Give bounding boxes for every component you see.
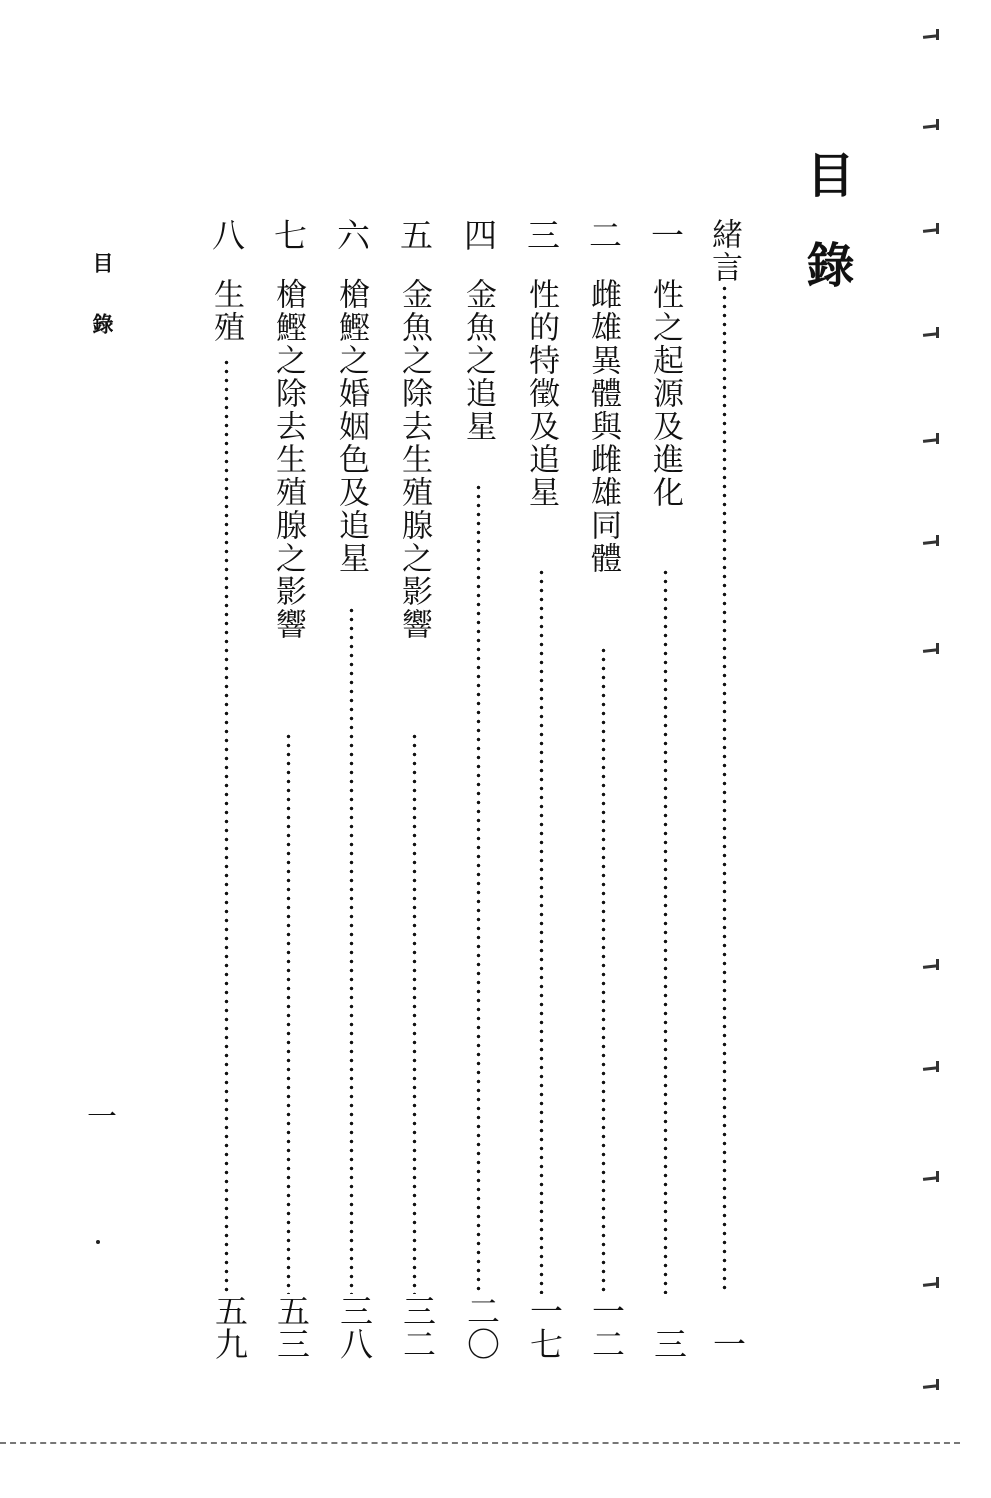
toc-entry — [331, 218, 374, 1360]
toc-leader-dots — [476, 483, 481, 1294]
edge-mark — [921, 32, 943, 40]
edge-mark — [921, 330, 943, 338]
toc-entry-number: 五 — [395, 218, 434, 251]
toc-entry-title: 槍鰹之婚姻色及追星 — [333, 278, 369, 575]
toc-entry-page: 三八 — [335, 1294, 374, 1360]
toc-leader-dots — [539, 568, 544, 1294]
edge-mark — [921, 122, 943, 130]
toc-entry-page: 二〇 — [462, 1294, 501, 1360]
toc-entry-title: 緒言 — [706, 218, 742, 284]
toc-entry-page: 五九 — [210, 1294, 249, 1360]
edge-mark — [921, 1064, 943, 1072]
running-head: 目錄 — [90, 252, 115, 374]
toc-entry-title: 金魚之除去生殖腺之影響 — [396, 278, 432, 641]
toc-entry-title: 性的特徵及追星 — [523, 278, 559, 509]
toc-entry-page: 三二 — [398, 1294, 437, 1360]
toc-entry — [645, 218, 688, 1360]
edge-mark — [921, 962, 943, 970]
toc-entry-title: 槍鰹之除去生殖腺之影響 — [270, 278, 306, 641]
toc-entry-title: 雌雄異體與雌雄同體 — [585, 278, 621, 575]
toc-entry-page: 一二 — [587, 1294, 626, 1360]
toc-entry-number: 三 — [522, 218, 561, 251]
toc-entry — [268, 218, 311, 1360]
toc-entry — [521, 218, 564, 1360]
toc-entry-title: 性之起源及進化 — [647, 278, 683, 509]
toc-entry — [704, 218, 747, 1360]
page-number: 一 — [87, 1100, 117, 1135]
toc-entry-page: 三 — [649, 1327, 688, 1360]
edge-mark — [921, 226, 943, 234]
toc-entry — [206, 218, 249, 1360]
toc-entry-page: 五三 — [272, 1294, 311, 1360]
toc-entry-page: 一七 — [525, 1294, 564, 1360]
toc-entry-title: 金魚之追星 — [460, 278, 496, 443]
toc-entry — [394, 218, 437, 1360]
edge-mark — [921, 538, 943, 546]
edge-mark — [921, 646, 943, 654]
toc-entry-number: 八 — [207, 218, 246, 251]
page-title: 目錄 — [798, 150, 854, 330]
toc-leader-dots — [349, 606, 354, 1294]
toc-leader-dots — [224, 358, 229, 1294]
toc-entry-number: 二 — [584, 218, 623, 251]
toc-entry — [458, 218, 501, 1360]
toc-entry-number: 七 — [269, 218, 308, 251]
edge-mark — [921, 1280, 943, 1288]
toc-entry — [583, 218, 626, 1360]
toc-entry-number: 六 — [332, 218, 371, 251]
toc-entry-number: 四 — [459, 218, 498, 251]
toc-leader-dots — [722, 284, 727, 1294]
toc-entry-page: 一 — [708, 1327, 747, 1360]
toc-entry-number: 一 — [646, 218, 685, 251]
toc-entry-title: 生殖 — [208, 278, 244, 344]
toc-leader-dots — [601, 646, 606, 1294]
edge-mark — [921, 436, 943, 444]
edge-mark — [921, 1382, 943, 1390]
toc-leader-dots — [663, 568, 668, 1294]
edge-mark — [921, 1174, 943, 1182]
bottom-rule — [0, 1442, 960, 1444]
toc-leader-dots — [286, 732, 291, 1294]
ink-speck — [96, 1240, 100, 1244]
toc-leader-dots — [412, 732, 417, 1294]
